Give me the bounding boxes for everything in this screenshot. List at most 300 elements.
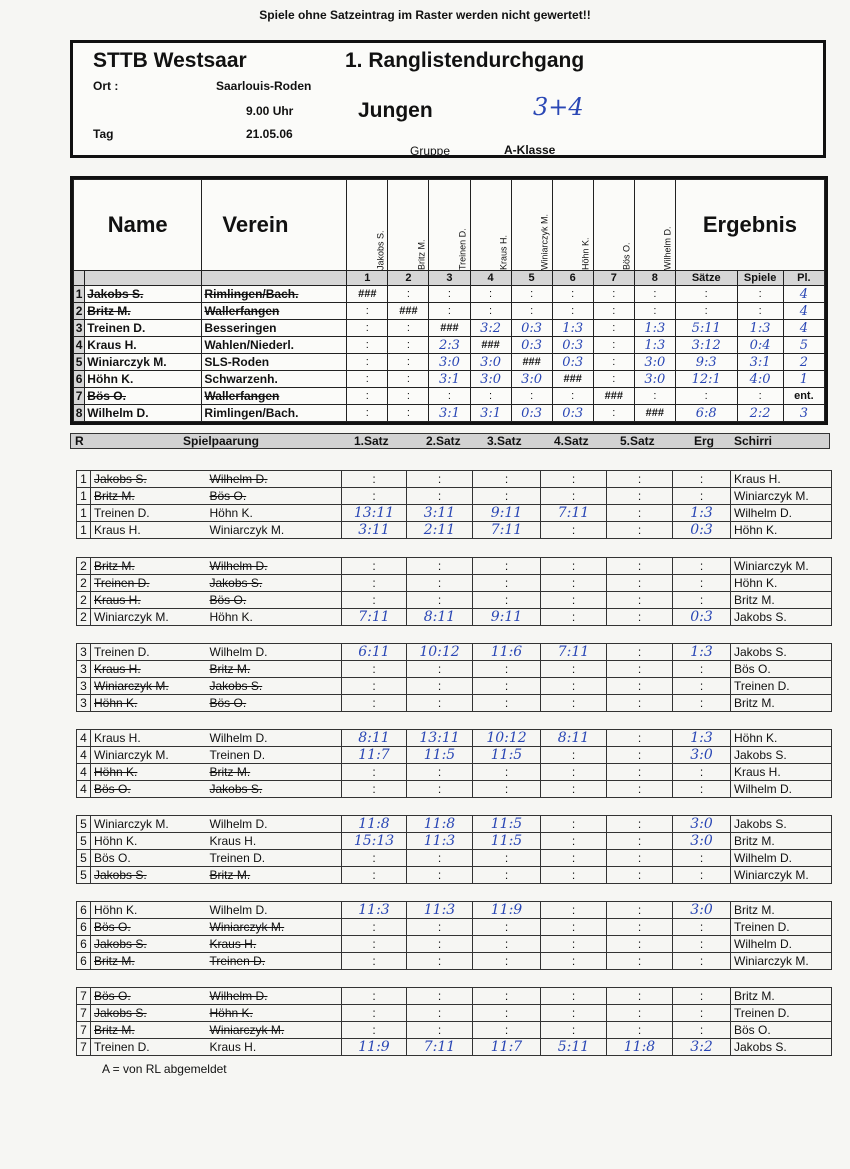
set-score: : [607,1022,673,1039]
set-score: 11:9 [473,902,541,919]
set-score: 7:11 [473,522,541,539]
player-club: Rimlingen/Bach. [202,405,347,422]
row-number: 7 [74,388,85,405]
time-value: 9.00 Uhr [246,104,294,118]
round-number: 2 [77,592,91,609]
result-cell: : [429,286,470,303]
round-number: 5 [77,833,91,850]
referee: Bös O. [731,661,832,678]
player-two: Wilhelm D. [207,471,342,488]
result-cell: 1:3 [634,320,675,337]
set-score: : [607,816,673,833]
set-score: : [607,522,673,539]
set-score: : [473,781,541,798]
round-number: 2 [77,558,91,575]
set-score: 11:5 [473,816,541,833]
player-name: Winiarczyk M. [85,354,202,371]
result-cell: : [347,337,388,354]
date-value: 21.05.06 [246,127,293,141]
col-number: 6 [552,271,593,286]
set-score: 15:13 [342,833,407,850]
match-row [77,919,832,936]
match-result: : [673,1005,731,1022]
player-two: Wilhelm D. [207,988,342,1005]
gruppe-label: Gruppe [410,144,451,158]
saetze-total: 5:11 [675,320,737,337]
set-score: : [407,953,473,970]
match-row [77,678,832,695]
match-result: 3:0 [673,747,731,764]
set-score: : [407,988,473,1005]
set-score: 5:11 [541,1039,607,1056]
player-two: Britz M. [207,867,342,884]
result-cell: : [388,320,429,337]
placement: 5 [783,337,824,354]
player-one: Jakobs S. [91,471,207,488]
referee: Britz M. [731,988,832,1005]
round-number: 1 [77,522,91,539]
set-score: : [607,1005,673,1022]
set-score: 7:11 [541,644,607,661]
set-score: 11:6 [473,644,541,661]
player-name: Höhn K. [85,371,202,388]
set-score: : [342,558,407,575]
set-score: 8:11 [407,609,473,626]
player-one: Treinen D. [91,575,207,592]
set-score: : [541,471,607,488]
self-cell: ### [511,354,552,371]
set-score: : [473,953,541,970]
round-number: 5 [77,850,91,867]
result-cell: : [634,303,675,320]
set-score: : [541,867,607,884]
result-cell: 0:3 [511,320,552,337]
player-one: Winiarczyk M. [91,609,207,626]
col-header: Wilhelm D. [634,180,675,271]
set-score: : [541,953,607,970]
set-score: : [407,695,473,712]
saetze-total: 12:1 [675,371,737,388]
set-score: : [473,988,541,1005]
round-number: 3 [77,695,91,712]
set-score: 11:7 [473,1039,541,1056]
saetze-total: : [675,388,737,405]
self-cell: ### [593,388,634,405]
ort-label: Ort : [93,79,119,93]
result-cell: 0:3 [552,337,593,354]
row-number: 4 [74,337,85,354]
set-score: 7:11 [541,505,607,522]
satz3-header: 3.Satz [487,434,522,448]
match-result: : [673,558,731,575]
result-cell: : [470,388,511,405]
set-score: : [473,867,541,884]
spiele-total: 2:2 [737,405,783,422]
set-score: : [407,919,473,936]
result-cell: 0:3 [552,405,593,422]
notice-text: Spiele ohne Satzeintrag im Raster werden nicht gewertet!! [259,8,591,22]
player-name: Jakobs S. [85,286,202,303]
referee: Höhn K. [731,730,832,747]
result-cell: : [470,303,511,320]
match-result: : [673,661,731,678]
match-row [77,833,832,850]
set-score: : [342,764,407,781]
col-header: Winiarczyk M. [511,180,552,271]
set-score: : [473,558,541,575]
set-score: : [607,867,673,884]
set-score: : [342,936,407,953]
result-cell: : [593,371,634,388]
set-score: 11:5 [473,747,541,764]
result-cell: : [511,388,552,405]
set-score: : [342,988,407,1005]
round-number: 1 [77,488,91,505]
round-block [76,557,831,626]
set-score: : [473,488,541,505]
set-score: : [407,850,473,867]
satz5-header: 5.Satz [620,434,655,448]
set-score: : [607,730,673,747]
col-number: 1 [347,271,388,286]
referee: Winiarczyk M. [731,953,832,970]
match-result: 1:3 [673,505,731,522]
result-cell: 3:0 [470,354,511,371]
set-score: : [407,678,473,695]
satz2-header: 2.Satz [426,434,461,448]
match-result: : [673,867,731,884]
round-number: 4 [77,730,91,747]
set-score: : [407,1022,473,1039]
player-club: Wahlen/Niederl. [202,337,347,354]
match-row [77,1022,832,1039]
player-name: Bös O. [85,388,202,405]
set-score: : [342,695,407,712]
tag-label: Tag [93,127,114,141]
set-score: : [407,781,473,798]
set-score: : [541,678,607,695]
col-header: Britz M. [388,180,429,271]
satz1-header: 1.Satz [354,434,389,448]
referee: Höhn K. [731,522,832,539]
set-score: : [473,936,541,953]
set-score: : [541,558,607,575]
referee: Jakobs S. [731,609,832,626]
set-score: : [541,936,607,953]
row-number: 5 [74,354,85,371]
match-row [77,695,832,712]
set-score: 13:11 [407,730,473,747]
player-two: Jakobs S. [207,678,342,695]
result-cell: 3:0 [634,371,675,388]
matrix-row [74,303,825,320]
player-two: Wilhelm D. [207,644,342,661]
round-number: 3 [77,678,91,695]
referee: Wilhelm D. [731,850,832,867]
match-row [77,1039,832,1056]
referee: Kraus H. [731,471,832,488]
round-number: 3 [77,644,91,661]
referee: Jakobs S. [731,816,832,833]
set-score: : [473,695,541,712]
set-score: 11:3 [407,833,473,850]
match-result: : [673,678,731,695]
round-block [76,901,831,970]
round-number: 6 [77,953,91,970]
referee: Kraus H. [731,764,832,781]
set-score: : [407,558,473,575]
result-cell: 0:3 [511,337,552,354]
result-cell: : [470,286,511,303]
set-score: : [607,609,673,626]
player-one: Kraus H. [91,592,207,609]
saetze-total: 9:3 [675,354,737,371]
set-score: : [342,1005,407,1022]
spiele-total: : [737,388,783,405]
match-result: : [673,592,731,609]
set-score: : [473,919,541,936]
event-title: 1. Ranglistendurchgang [345,49,585,72]
result-cell: : [593,337,634,354]
referee: Winiarczyk M. [731,488,832,505]
match-row [77,902,832,919]
self-cell: ### [470,337,511,354]
round-number: 7 [77,1022,91,1039]
match-row [77,575,832,592]
player-one: Jakobs S. [91,867,207,884]
ergebnis-header: Ergebnis [675,180,824,271]
round-number: 2 [77,609,91,626]
saetze-total: 3:12 [675,337,737,354]
round-number: 1 [77,505,91,522]
round-block [76,470,831,539]
set-score: 11:7 [342,747,407,764]
match-result: 3:0 [673,816,731,833]
match-result: : [673,953,731,970]
set-score: : [342,575,407,592]
handwritten-note: 3+4 [533,93,584,121]
placement: 1 [783,371,824,388]
result-cell: : [388,354,429,371]
player-name: Treinen D. [85,320,202,337]
matrix-row [74,320,825,337]
result-cell: : [634,286,675,303]
set-score: : [473,592,541,609]
col-header: Jakobs S. [347,180,388,271]
set-score: 10:12 [473,730,541,747]
player-one: Britz M. [91,488,207,505]
match-result: : [673,488,731,505]
match-result: : [673,988,731,1005]
result-cell: : [347,405,388,422]
player-club: Wallerfangen [202,303,347,320]
result-cell: : [511,303,552,320]
result-cell: 3:0 [470,371,511,388]
referee: Höhn K. [731,575,832,592]
set-score: : [541,919,607,936]
set-score: : [541,522,607,539]
set-score: : [541,902,607,919]
set-score: : [607,953,673,970]
player-two: Wilhelm D. [207,558,342,575]
referee: Treinen D. [731,678,832,695]
player-one: Kraus H. [91,661,207,678]
set-score: : [607,747,673,764]
player-one: Bös O. [91,988,207,1005]
set-score: : [541,1005,607,1022]
round-block [76,729,831,798]
col-header: Bös O. [593,180,634,271]
set-score: : [541,988,607,1005]
match-row [77,816,832,833]
set-score: : [407,471,473,488]
saetze-total: 6:8 [675,405,737,422]
set-score: : [342,919,407,936]
match-result: 0:3 [673,522,731,539]
col-number: 3 [429,271,470,286]
player-one: Treinen D. [91,644,207,661]
referee: Bös O. [731,1022,832,1039]
set-score: : [342,592,407,609]
player-two: Bös O. [207,592,342,609]
player-one: Höhn K. [91,902,207,919]
spiele-total: 4:0 [737,371,783,388]
set-score: : [541,1022,607,1039]
player-one: Bös O. [91,919,207,936]
player-one: Treinen D. [91,1039,207,1056]
match-result: : [673,850,731,867]
spiele-total: 1:3 [737,320,783,337]
matrix-row [74,371,825,388]
set-score: : [407,1005,473,1022]
result-cell: : [593,320,634,337]
col-number: 8 [634,271,675,286]
match-result: 3:0 [673,902,731,919]
round-number: 3 [77,661,91,678]
match-result: : [673,936,731,953]
player-two: Bös O. [207,488,342,505]
match-row [77,867,832,884]
round-number: 5 [77,867,91,884]
row-number: 2 [74,303,85,320]
result-cell: 3:1 [470,405,511,422]
result-cell: 3:0 [429,354,470,371]
player-two: Kraus H. [207,1039,342,1056]
saetze-total: : [675,286,737,303]
set-score: : [541,833,607,850]
player-two: Treinen D. [207,850,342,867]
set-score: 11:5 [407,747,473,764]
round-number: 6 [77,902,91,919]
match-row [77,522,832,539]
col-number: 7 [593,271,634,286]
set-score: : [541,609,607,626]
player-one: Jakobs S. [91,1005,207,1022]
self-cell: ### [429,320,470,337]
placement: 4 [783,286,824,303]
matrix-row [74,405,825,422]
match-result: : [673,764,731,781]
player-one: Britz M. [91,953,207,970]
result-cell: 1:3 [634,337,675,354]
player-club: SLS-Roden [202,354,347,371]
set-score: : [342,488,407,505]
row-number: 3 [74,320,85,337]
set-score: 11:3 [407,902,473,919]
set-score: 8:11 [541,730,607,747]
set-score: : [407,867,473,884]
match-row [77,936,832,953]
schiri-header: Schirri [734,434,773,448]
match-row [77,730,832,747]
set-score: : [541,592,607,609]
player-two: Britz M. [207,764,342,781]
set-score: 11:3 [342,902,407,919]
result-cell: : [347,320,388,337]
match-result: 3:2 [673,1039,731,1056]
referee: Britz M. [731,902,832,919]
set-score: : [541,695,607,712]
set-score: : [541,488,607,505]
set-score: 11:8 [407,816,473,833]
round-number: 4 [77,764,91,781]
result-cell: : [388,371,429,388]
result-cell: 3:1 [429,405,470,422]
match-result: 1:3 [673,644,731,661]
set-score: : [342,850,407,867]
result-cell: 3:1 [429,371,470,388]
set-score: : [407,575,473,592]
self-cell: ### [634,405,675,422]
player-two: Kraus H. [207,936,342,953]
r-header: R [75,434,84,448]
set-score: : [473,764,541,781]
name-header: Name [74,180,202,271]
referee: Wilhelm D. [731,505,832,522]
player-one: Kraus H. [91,522,207,539]
set-score: 11:5 [473,833,541,850]
player-one: Treinen D. [91,505,207,522]
footnote: A = von RL abgemeldet [102,1062,227,1076]
self-cell: ### [552,371,593,388]
player-two: Treinen D. [207,747,342,764]
match-row [77,1005,832,1022]
player-two: Bös O. [207,695,342,712]
player-name: Kraus H. [85,337,202,354]
match-row [77,609,832,626]
player-club: Rimlingen/Bach. [202,286,347,303]
set-score: : [473,575,541,592]
set-score: : [607,764,673,781]
match-row [77,661,832,678]
ort-value: Saarlouis-Roden [216,79,312,93]
set-score: 11:8 [607,1039,673,1056]
player-one: Winiarczyk M. [91,816,207,833]
set-score: : [607,592,673,609]
player-one: Winiarczyk M. [91,747,207,764]
set-score: : [541,816,607,833]
round-number: 6 [77,919,91,936]
player-name: Britz M. [85,303,202,320]
schedule-header [70,433,830,449]
match-row [77,505,832,522]
gruppe-value: A-Klasse [504,143,556,157]
player-two: Wilhelm D. [207,816,342,833]
match-row [77,592,832,609]
round-number: 4 [77,747,91,764]
pl-label: Pl. [783,271,824,286]
set-score: : [342,661,407,678]
